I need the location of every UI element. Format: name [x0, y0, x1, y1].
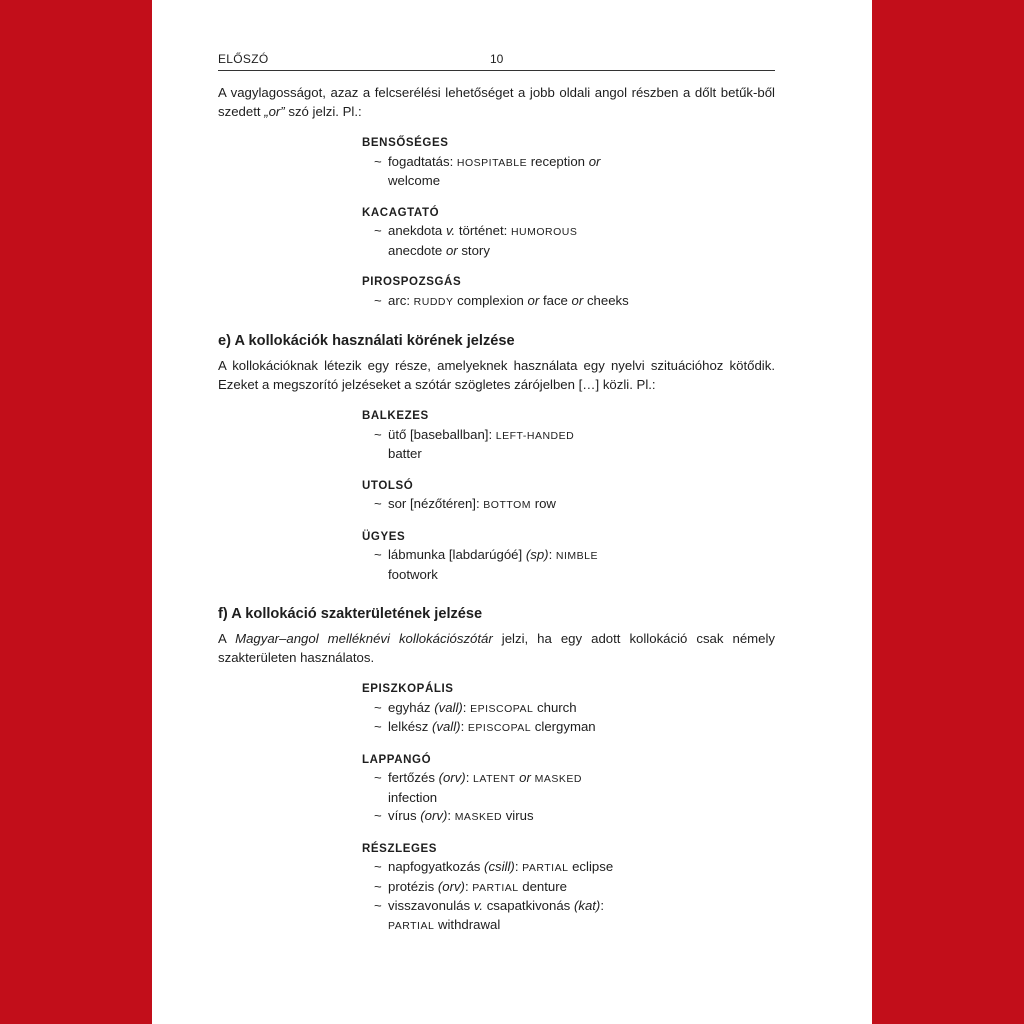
sense-text: anekdota — [388, 223, 446, 238]
sense — [362, 858, 775, 878]
variant-marker: v. — [473, 898, 484, 913]
page-number: 10 — [490, 52, 504, 66]
entry — [362, 407, 775, 464]
entry — [362, 528, 775, 585]
or-word: or — [445, 242, 458, 258]
example-group-3 — [362, 680, 775, 935]
sense-text: infection — [388, 789, 438, 805]
or-word: or — [571, 292, 584, 308]
headword: ÜGYES — [362, 530, 406, 543]
or-word: or — [588, 153, 601, 169]
headword: PIROSPOZSGÁS — [362, 276, 462, 288]
collocate: EPISCOPAL — [467, 722, 532, 734]
sense-text: church — [533, 699, 577, 715]
section-f-paragraph — [218, 630, 775, 667]
intro-text-end: szó jelzi. Pl.: — [284, 103, 362, 119]
headword: KACAGTATÓ — [362, 206, 440, 219]
sense-text: batter — [388, 446, 422, 461]
sense-text: lelkész — [388, 719, 432, 734]
domain-label: (orv) — [438, 770, 466, 785]
sense-text: sor [nézőtéren]: — [388, 496, 484, 511]
sense-text: clergyman — [531, 719, 596, 734]
sense-text: : — [462, 699, 471, 715]
tilde-mark: ~ — [374, 898, 382, 913]
dictionary-title: Magyar–angol melléknévi kollokációszótár — [235, 631, 493, 646]
collocate: HOSPITABLE — [456, 156, 528, 169]
page-body — [218, 84, 775, 935]
entry — [362, 680, 775, 738]
running-header — [218, 50, 775, 71]
entry — [362, 134, 775, 191]
sense — [362, 222, 775, 260]
sense-text: welcome — [388, 173, 441, 188]
sense — [362, 426, 775, 464]
sense — [362, 495, 775, 515]
tilde-mark: ~ — [374, 426, 382, 442]
tilde-mark: ~ — [374, 496, 382, 511]
sense-text: reception — [527, 153, 589, 169]
sense-text: történet: — [455, 223, 511, 238]
example-group-1 — [362, 134, 775, 311]
intro-paragraph — [218, 84, 775, 121]
sense-text: footwork — [388, 566, 438, 582]
sense-text: egyház — [388, 699, 435, 715]
collocate: HUMOROUS — [510, 226, 578, 238]
collocate: EPISCOPAL — [470, 702, 534, 715]
collocate: PARTIAL — [472, 881, 519, 894]
sense-text: csapatkivonás — [483, 898, 574, 913]
collocate: LEFT-HANDED — [495, 429, 575, 442]
domain-label: (csill) — [484, 859, 515, 874]
intro-text: A vagylagosságot, azaz a felcserélési lehetőséget a jobb oldali angol részben a dőlt betűk-ből szedett — [218, 85, 775, 119]
paragraph-text: A — [218, 631, 236, 646]
headword: BENSŐSÉGES — [362, 137, 449, 149]
collocate: MASKED — [454, 811, 503, 823]
sense-text: : — [464, 878, 473, 894]
sense-text: : — [548, 547, 556, 562]
tilde-mark: ~ — [374, 153, 382, 169]
sense-text: ütő [baseballban]: — [388, 426, 496, 442]
collocate: BOTTOM — [483, 499, 532, 511]
sense-text: vírus — [388, 808, 421, 823]
sense — [362, 807, 775, 827]
headword: RÉSZLEGES — [362, 842, 438, 855]
paragraph-text: jelzi, ha egy adott kollokáció csak némely szakterületen használatos. — [218, 631, 775, 665]
section-e-paragraph: A kollokációknak létezik egy része, amelyeknek használata egy nyelvi szituációhoz kötődik. Ezeket a megszorító jelzéseket a szótár szögletes zárójelben […] közli. Pl.: — [218, 358, 775, 392]
sense-text: fertőzés — [388, 770, 439, 785]
collocate: LATENT — [473, 773, 516, 785]
headword: LAPPANGÓ — [362, 753, 432, 766]
sense-text: : — [460, 719, 468, 734]
tilde-mark: ~ — [374, 770, 382, 785]
domain-label: (kat) — [573, 898, 601, 913]
sense-text: row — [531, 496, 556, 511]
sense — [362, 546, 775, 584]
or-word: or — [519, 770, 531, 785]
collocate: RUDDY — [413, 295, 454, 308]
entry — [362, 273, 775, 311]
collocate: PARTIAL — [522, 862, 569, 874]
entry — [362, 840, 775, 936]
sense-text: eclipse — [568, 859, 614, 874]
sense-text: virus — [502, 808, 534, 823]
or-example: „or” — [264, 103, 285, 119]
sense-text: withdrawal — [434, 916, 501, 932]
variant-marker: v. — [445, 223, 456, 238]
sense-text: : — [465, 770, 474, 785]
sense-text: fogadtatás: — [388, 153, 457, 169]
sense — [362, 878, 775, 898]
headword: BALKEZES — [362, 410, 429, 422]
entry — [362, 751, 775, 827]
collocate: NIMBLE — [555, 550, 598, 562]
sense-text: anecdote — [388, 242, 446, 258]
sense-text: denture — [518, 878, 567, 894]
sense — [362, 718, 775, 738]
sense-text: : — [447, 808, 455, 823]
book-page — [152, 0, 872, 1024]
example-group-2 — [362, 407, 775, 584]
sense-text: protézis — [388, 878, 438, 894]
sense-text: cheeks — [583, 292, 629, 308]
domain-label: (vall) — [431, 719, 461, 734]
collocate: MASKED — [534, 773, 582, 785]
domain-label: (vall) — [434, 699, 463, 715]
sense-text: napfogyatkozás — [388, 859, 485, 874]
tilde-mark: ~ — [374, 223, 382, 238]
entry — [362, 204, 775, 261]
tilde-mark: ~ — [374, 878, 382, 894]
sense — [362, 897, 775, 935]
tilde-mark: ~ — [374, 808, 382, 823]
section-e-heading: e) A kollokációk használati körének jelzése — [218, 333, 515, 349]
section-title: ELŐSZÓ — [218, 52, 269, 66]
sense-text: complexion — [453, 292, 528, 308]
sense — [362, 153, 775, 191]
tilde-mark: ~ — [374, 699, 382, 715]
sense — [362, 699, 775, 719]
sense — [362, 292, 775, 312]
sense-text: lábmunka [labdarúgóé] — [388, 547, 526, 562]
tilde-mark: ~ — [374, 719, 382, 734]
sense — [362, 769, 775, 807]
sense-text: story — [457, 242, 490, 258]
tilde-mark: ~ — [374, 859, 382, 874]
domain-label: (orv) — [437, 878, 465, 894]
section-f-heading: f) A kollokáció szakterületének jelzése — [218, 606, 483, 622]
headword: EPISZKOPÁLIS — [362, 683, 454, 695]
entry — [362, 477, 775, 515]
sense-text: face — [539, 292, 572, 308]
tilde-mark: ~ — [374, 547, 382, 562]
domain-label: (sp) — [525, 547, 549, 562]
sense-text: : — [600, 898, 604, 913]
domain-label: (orv) — [420, 808, 448, 823]
collocate: PARTIAL — [388, 919, 435, 932]
or-word: or — [527, 292, 540, 308]
tilde-mark: ~ — [374, 292, 382, 308]
sense-text: : — [514, 859, 523, 874]
sense-text: arc: — [388, 292, 414, 308]
headword: UTOLSÓ — [362, 479, 414, 492]
sense-text: visszavonulás — [388, 898, 474, 913]
